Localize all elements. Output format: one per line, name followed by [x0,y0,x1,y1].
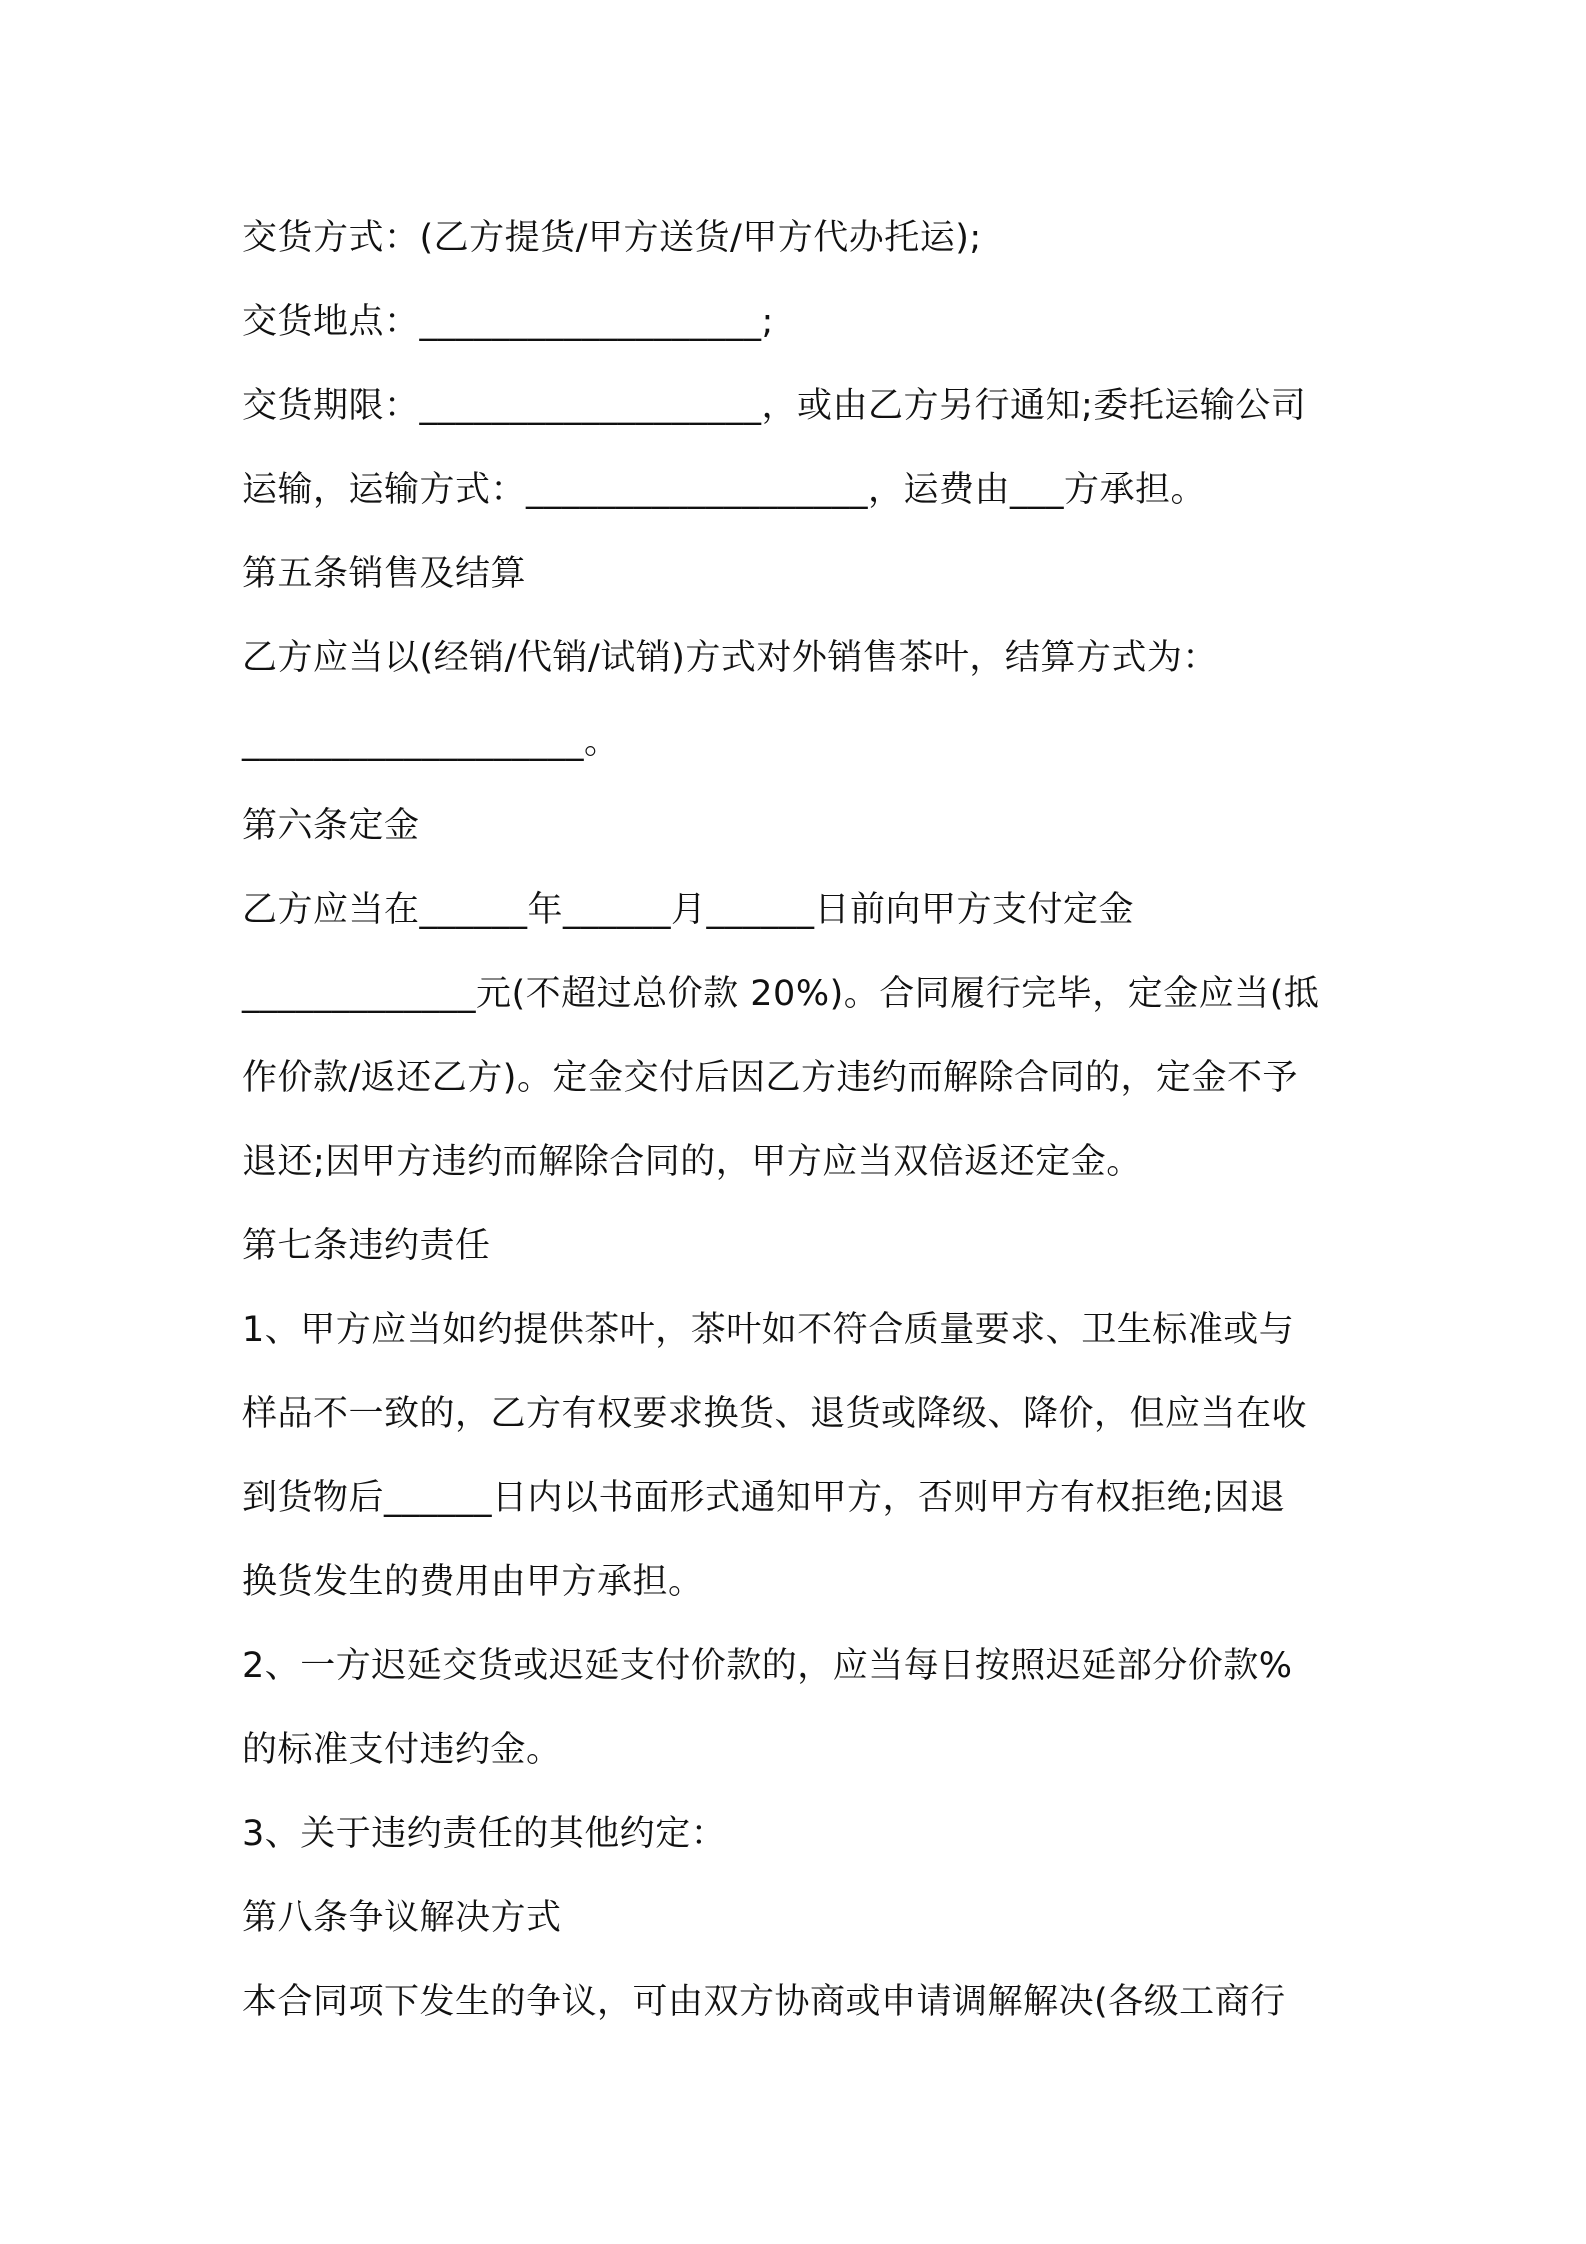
document-body [242,196,1367,2044]
article-5-text: 乙方应当以(经销/代销/试销)方式对外销售茶叶，结算方式为： [242,638,1218,678]
article-6-text: 乙方应当在______年______月______日前向甲方支付定金 [242,890,1135,930]
delivery-deadline-line: 交货期限：___________________，或由乙方另行通知;委托运输公司 [242,386,1307,426]
article-8-heading: 第八条争议解决方式 [242,1898,562,1938]
article-5-text-cont: ___________________。 [242,722,620,762]
delivery-location-line: 交货地点：___________________; [242,302,774,342]
delivery-method-line: 交货方式：(乙方提货/甲方送货/甲方代办托运); [242,218,982,258]
article-7-item-1-cont-3: 换货发生的费用由甲方承担。 [242,1562,704,1602]
article-7-item-2: 2、一方迟延交货或迟延支付价款的，应当每日按照迟延部分价款% [242,1646,1293,1686]
article-6-heading: 第六条定金 [242,806,420,846]
transport-method-line: 运输，运输方式：___________________，运费由___方承担。 [242,470,1207,510]
article-7-heading: 第七条违约责任 [242,1226,491,1266]
article-8-text: 本合同项下发生的争议，可由双方协商或申请调解解决(各级工商行 [242,1982,1286,2022]
article-6-text-cont-1: _____________元(不超过总价款 20%)。合同履行完毕，定金应当(抵 [242,974,1320,1014]
article-7-item-3: 3、关于违约责任的其他约定： [242,1814,727,1854]
article-6-text-cont-3: 退还;因甲方违约而解除合同的，甲方应当双倍返还定金。 [242,1142,1142,1182]
article-7-item-1-cont-2: 到货物后______日内以书面形式通知甲方，否则甲方有权拒绝;因退 [242,1478,1286,1518]
article-7-item-1-cont-1: 样品不一致的，乙方有权要求换货、退货或降级、降价，但应当在收 [242,1394,1308,1434]
article-7-item-2-cont: 的标准支付违约金。 [242,1730,562,1770]
article-6-text-cont-2: 作价款/返还乙方)。定金交付后因乙方违约而解除合同的，定金不予 [242,1058,1298,1098]
article-5-heading: 第五条销售及结算 [242,554,527,594]
article-7-item-1: 1、甲方应当如约提供茶叶，茶叶如不符合质量要求、卫生标准或与 [242,1310,1295,1350]
